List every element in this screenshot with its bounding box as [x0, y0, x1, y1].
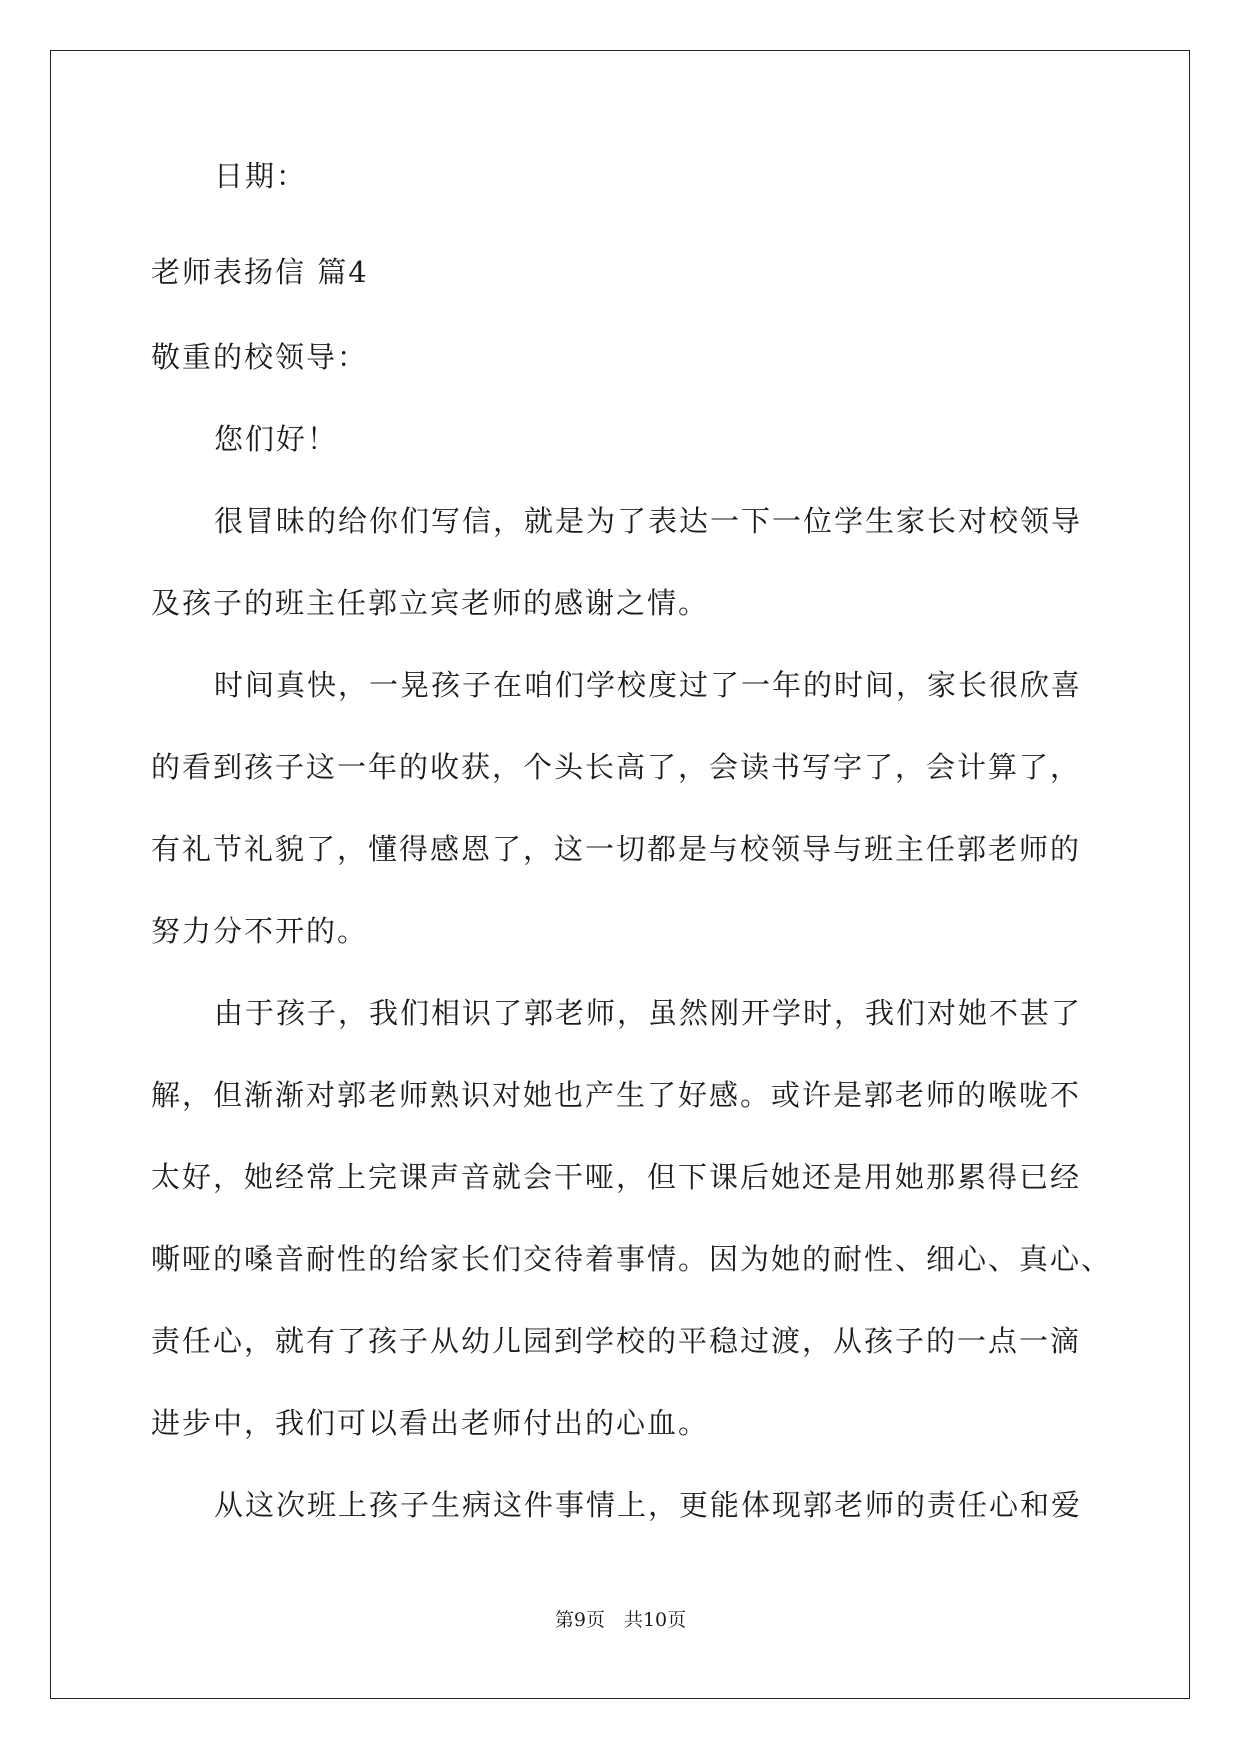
paragraph-line: 进步中，我们可以看出老师付出的心血。: [151, 1406, 710, 1440]
paragraph-line: 很冒昧的给你们写信，就是为了表达一下一位学生家长对校领导: [214, 504, 1083, 538]
paragraph-line: 有礼节礼貌了，懂得感恩了，这一切都是与校领导与班主任郭老师的: [151, 832, 1082, 866]
date-line: 日期：: [214, 159, 308, 193]
paragraph-line: 努力分不开的。: [151, 914, 369, 948]
section-heading: 老师表扬信 篇4: [151, 255, 369, 289]
paragraph-line: 嘶哑的嗓音耐性的给家长们交待着事情。因为她的耐性、细心、真心、: [151, 1242, 1113, 1276]
paragraph-line: 太好，她经常上完课声音就会干哑，但下课后她还是用她那累得已经: [151, 1160, 1082, 1194]
paragraph-line: 解，但渐渐对郭老师熟识对她也产生了好感。或许是郭老师的喉咙不: [151, 1078, 1082, 1112]
paragraph-line: 时间真快，一晃孩子在咱们学校度过了一年的时间，家长很欣喜: [214, 668, 1083, 702]
paragraph-line: 责任心，就有了孩子从幼儿园到学校的平稳过渡，从孩子的一点一滴: [151, 1324, 1082, 1358]
page-frame: [50, 50, 1190, 1699]
paragraph-line: 的看到孩子这一年的收获，个头长高了，会读书写字了，会计算了，: [151, 750, 1082, 784]
paragraph-line: 及孩子的班主任郭立宾老师的感谢之情。: [151, 586, 710, 620]
greeting: 您们好！: [214, 422, 339, 456]
paragraph-line: 从这次班上孩子生病这件事情上，更能体现郭老师的责任心和爱: [214, 1488, 1083, 1522]
page-number-footer: 第9页 共10页: [554, 1609, 687, 1631]
paragraph-line: 由于孩子，我们相识了郭老师，虽然刚开学时，我们对她不甚了: [214, 996, 1083, 1030]
salutation: 敬重的校领导：: [151, 340, 369, 374]
